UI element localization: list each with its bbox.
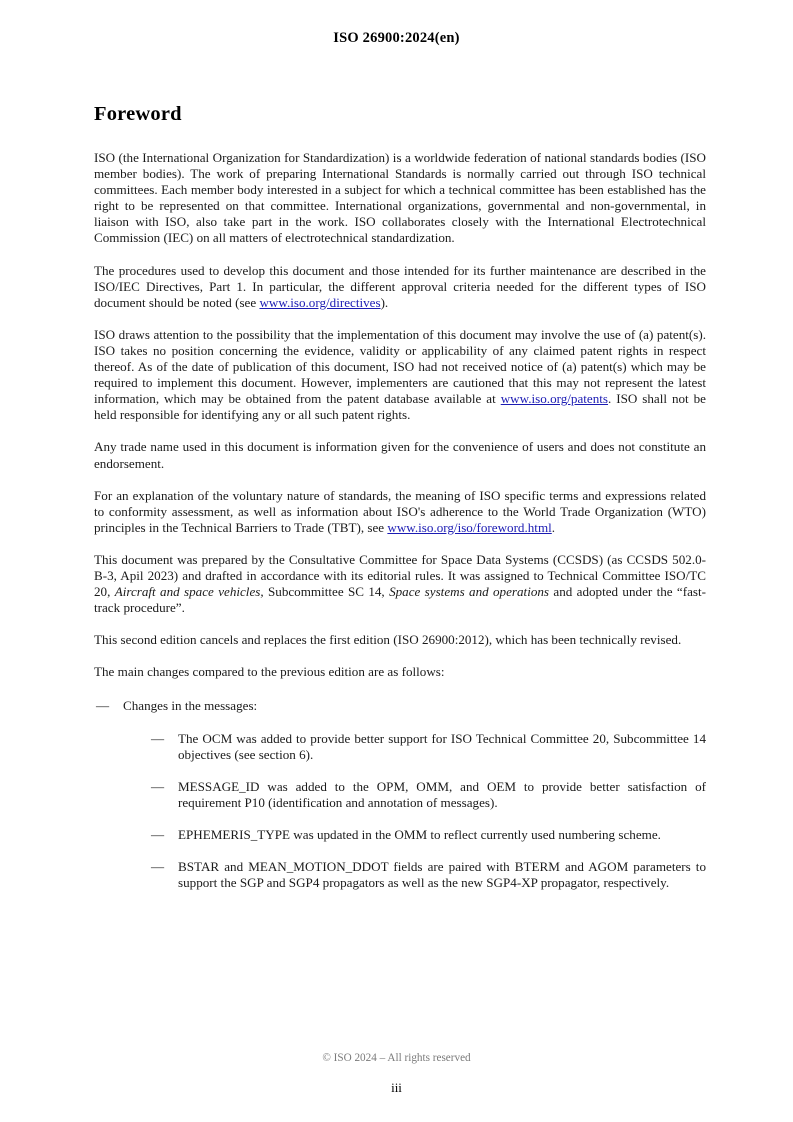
running-header: ISO 26900:2024(en) bbox=[333, 30, 460, 46]
paragraph-ccsds-text-a: This document was prepared by the Consultative Committee for Space Data Systems (CCSDS) (as CCSDS 502.0-B-3, Apil 2023) and drafted in accordance with its editorial rules. It was assigned to Technical Committee ISO/TC 20, bbox=[94, 551, 706, 600]
changes-list-level1 bbox=[94, 698, 706, 891]
list-item-label: BSTAR and MEAN_MOTION_DDOT fields are paired with BTERM and AGOM parameters to support the SGP and SGP4 propagators as well as the new SGP4-XP propagator, respectively. bbox=[178, 859, 706, 891]
paragraph-trade-name: Any trade name used in this document is information given for the convenience of users and does not constitute an endorsement. bbox=[94, 439, 706, 471]
paragraph-ccsds-text-b: Subcommittee SC 14, bbox=[263, 584, 390, 600]
link-iso-directives[interactable]: www.iso.org/directives bbox=[259, 294, 381, 310]
changes-list-level2 bbox=[151, 731, 706, 892]
link-iso-patents[interactable]: www.iso.org/patents bbox=[500, 391, 609, 407]
changes-sublist-wrap bbox=[151, 731, 706, 892]
paragraph-voluntary-text-a: For an explanation of the voluntary nature of standards, the meaning of ISO specific terms and expressions related to conformity assessment, as well as information about ISO's adherence to the World Trade Organization (WTO) principles in the Technical Barriers to Trade (TBT), see bbox=[94, 487, 706, 535]
em-dash-marker-icon: — bbox=[96, 698, 110, 714]
paragraph-patents-text-b: . ISO shall not be held responsible for identifying any or all such patent rights. bbox=[94, 391, 706, 423]
list-item-label: EPHEMERIS_TYPE was updated in the OMM to reflect currently used numbering scheme. bbox=[178, 826, 661, 842]
italic-aircraft-space-vehicles: Aircraft and space vehicles, bbox=[114, 584, 264, 600]
paragraph-ccsds-origin bbox=[94, 552, 706, 616]
em-dash-marker-icon: — bbox=[151, 730, 165, 746]
list-item-label: The OCM was added to provide better support for ISO Technical Committee 20, Subcommittee 14 objectives (see section 6). bbox=[178, 730, 706, 762]
link-iso-foreword[interactable]: www.iso.org/iso/foreword.html bbox=[387, 519, 552, 535]
paragraph-voluntary-text-b: . bbox=[551, 519, 556, 535]
paragraph-voluntary-nature bbox=[94, 488, 706, 536]
list-item bbox=[151, 731, 706, 763]
page-title: Foreword bbox=[94, 103, 182, 125]
paragraph-procedures-text-a: The procedures used to develop this document and those intended for its further maintenance are described in the ISO/IEC Directives, Part 1. In particular, the different approval criteria needed for the different types of ISO document should be noted (see bbox=[94, 262, 706, 310]
list-item-label: MESSAGE_ID was added to the OPM, OMM, and OEM to provide better satisfaction of requirement P10 (identification and annotation of messages). bbox=[178, 778, 706, 810]
paragraph-procedures-text-b: ). bbox=[380, 294, 389, 310]
paragraph-second-edition: This second edition cancels and replaces the first edition (ISO 26900:2012), which has been technically revised. bbox=[94, 632, 682, 648]
footer-page-number: iii bbox=[391, 1080, 402, 1095]
paragraph-main-changes-intro: The main changes compared to the previous edition are as follows: bbox=[94, 664, 445, 680]
list-item bbox=[151, 779, 706, 811]
list-item-label: Changes in the messages: bbox=[123, 698, 258, 714]
list-item-changes-in-messages bbox=[96, 698, 706, 891]
paragraph-iso-intro: ISO (the International Organization for Standardization) is a worldwide federation of national standards bodies (ISO member bodies). The work of preparing International Standards is normally carried out through ISO technical committees. Each member body interested in a subject for which a technical committee has been established has the right to be represented on that committee. International organizations, governmental and non-governmental, in liaison with ISO, also take part in the work. ISO collaborates closely with the International Electrotechnical Commission (IEC) on all matters of electrotechnical standardization. bbox=[94, 150, 706, 246]
em-dash-marker-icon: — bbox=[151, 778, 165, 794]
paragraph-patents bbox=[94, 327, 706, 424]
list-item bbox=[151, 827, 706, 843]
em-dash-marker-icon: — bbox=[151, 859, 165, 874]
list-item bbox=[151, 859, 706, 891]
page-content bbox=[94, 103, 706, 891]
paragraph-ccsds-text-c: and adopted under the “fast-track procedure”. bbox=[94, 584, 707, 616]
paragraph-patents-text-a: ISO draws attention to the possibility that the implementation of this document may involve the use of (a) patent(s). ISO takes no position concerning the evidence, validity or applicability of any claimed patent rights in respect thereof. As of the date of publication of this document, ISO had not received notice of (a) patent(s) which may be required to implement this document. However, implementers are cautioned that this may not represent the latest information, which may be obtained from the patent database available at bbox=[94, 326, 706, 407]
footer-copyright: © ISO 2024 – All rights reserved bbox=[322, 1052, 471, 1064]
paragraph-procedures bbox=[94, 263, 706, 311]
italic-space-systems-operations: Space systems and operations bbox=[389, 584, 550, 600]
em-dash-marker-icon: — bbox=[151, 826, 165, 842]
